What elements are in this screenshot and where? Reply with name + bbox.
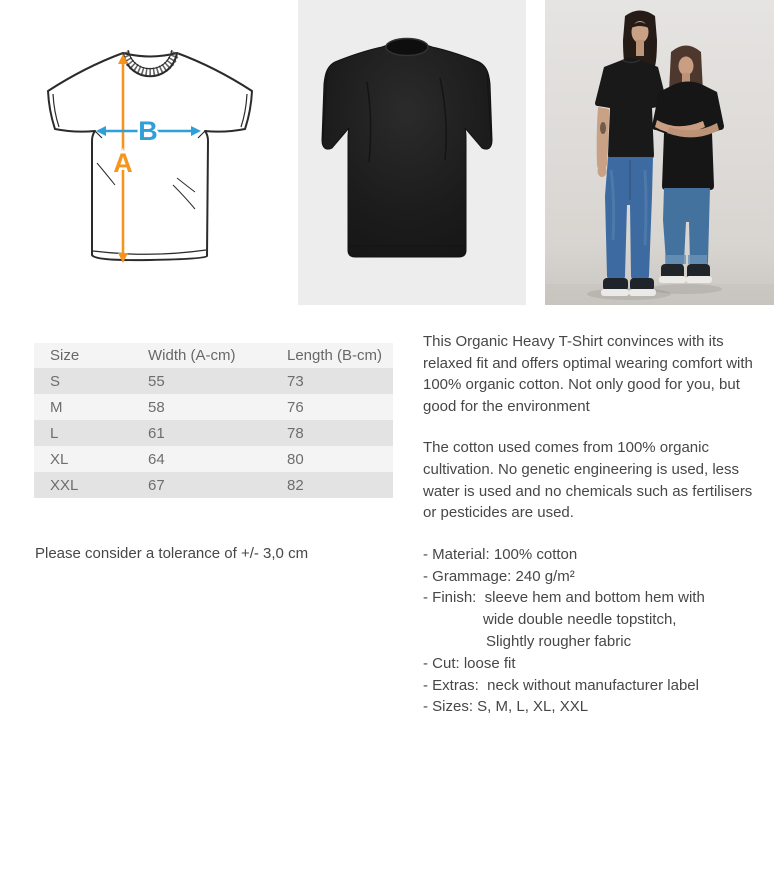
cell-length: 80 (271, 446, 393, 472)
table-row (34, 394, 393, 420)
tolerance-note: Please consider a tolerance of +/- 3,0 cm (35, 545, 309, 562)
tshirt-product-photo (298, 0, 526, 305)
tshirt-diagram-svg (15, 15, 285, 300)
detail-finish-cont: wide double needle topstitch, (483, 611, 677, 629)
cell-width: 58 (132, 394, 271, 420)
size-table-header-row (34, 343, 393, 368)
cell-size: XXL (34, 472, 132, 498)
header-size: Size (34, 343, 132, 368)
cell-length: 82 (271, 472, 393, 498)
measure-a-label: A (113, 148, 133, 178)
detail-extras: - Extras: neck without manufacturer label (423, 676, 699, 694)
cell-width: 64 (132, 446, 271, 472)
shadow (650, 284, 722, 294)
size-table (34, 343, 393, 498)
tshirt-outline (48, 53, 252, 260)
detail-material: - Material: 100% cotton (423, 545, 578, 563)
measure-b-label: B (138, 116, 158, 146)
cell-length: 73 (271, 368, 393, 394)
tshirt-measurement-diagram (15, 15, 285, 300)
detail-finish-cont: Slightly rougher fabric (486, 632, 632, 650)
product-description (423, 331, 761, 718)
table-row (34, 472, 393, 498)
table-row (34, 446, 393, 472)
collar (386, 39, 428, 56)
cell-width: 55 (132, 368, 271, 394)
cell-size: XL (34, 446, 132, 472)
header-length: Length (B-cm) (271, 343, 393, 368)
description-paragraph-2: The cotton used comes from 100% organic cultivation. No genetic engineering is used, less water is used and no chemicals such as fertilisers or pesticides are used. (423, 439, 753, 522)
table-row (34, 368, 393, 394)
detail-finish: - Finish: sleeve hem and bottom hem with (423, 589, 705, 607)
detail-cut: - Cut: loose fit (423, 654, 516, 672)
description-paragraph-1: This Organic Heavy T-Shirt convinces with its relaxed fit and offers optimal wearing comfort with 100% organic cotton. Not only good for you, but good for the environment (423, 333, 753, 415)
cell-size: L (34, 420, 132, 446)
cell-width: 67 (132, 472, 271, 498)
header-width: Width (A-cm) (132, 343, 271, 368)
cell-size: M (34, 394, 132, 420)
black-tshirt-front-image (298, 0, 526, 305)
detail-grammage: - Grammage: 240 g/m² (423, 567, 575, 585)
black-tshirt-shape (322, 43, 492, 257)
detail-sizes: - Sizes: S, M, L, XL, XXL (423, 698, 589, 716)
cell-length: 76 (271, 394, 393, 420)
table-row (34, 420, 393, 446)
models-wearing-tshirts-image (545, 0, 774, 305)
cell-size: S (34, 368, 132, 394)
models-photo (545, 0, 774, 305)
cell-length: 78 (271, 420, 393, 446)
cell-width: 61 (132, 420, 271, 446)
